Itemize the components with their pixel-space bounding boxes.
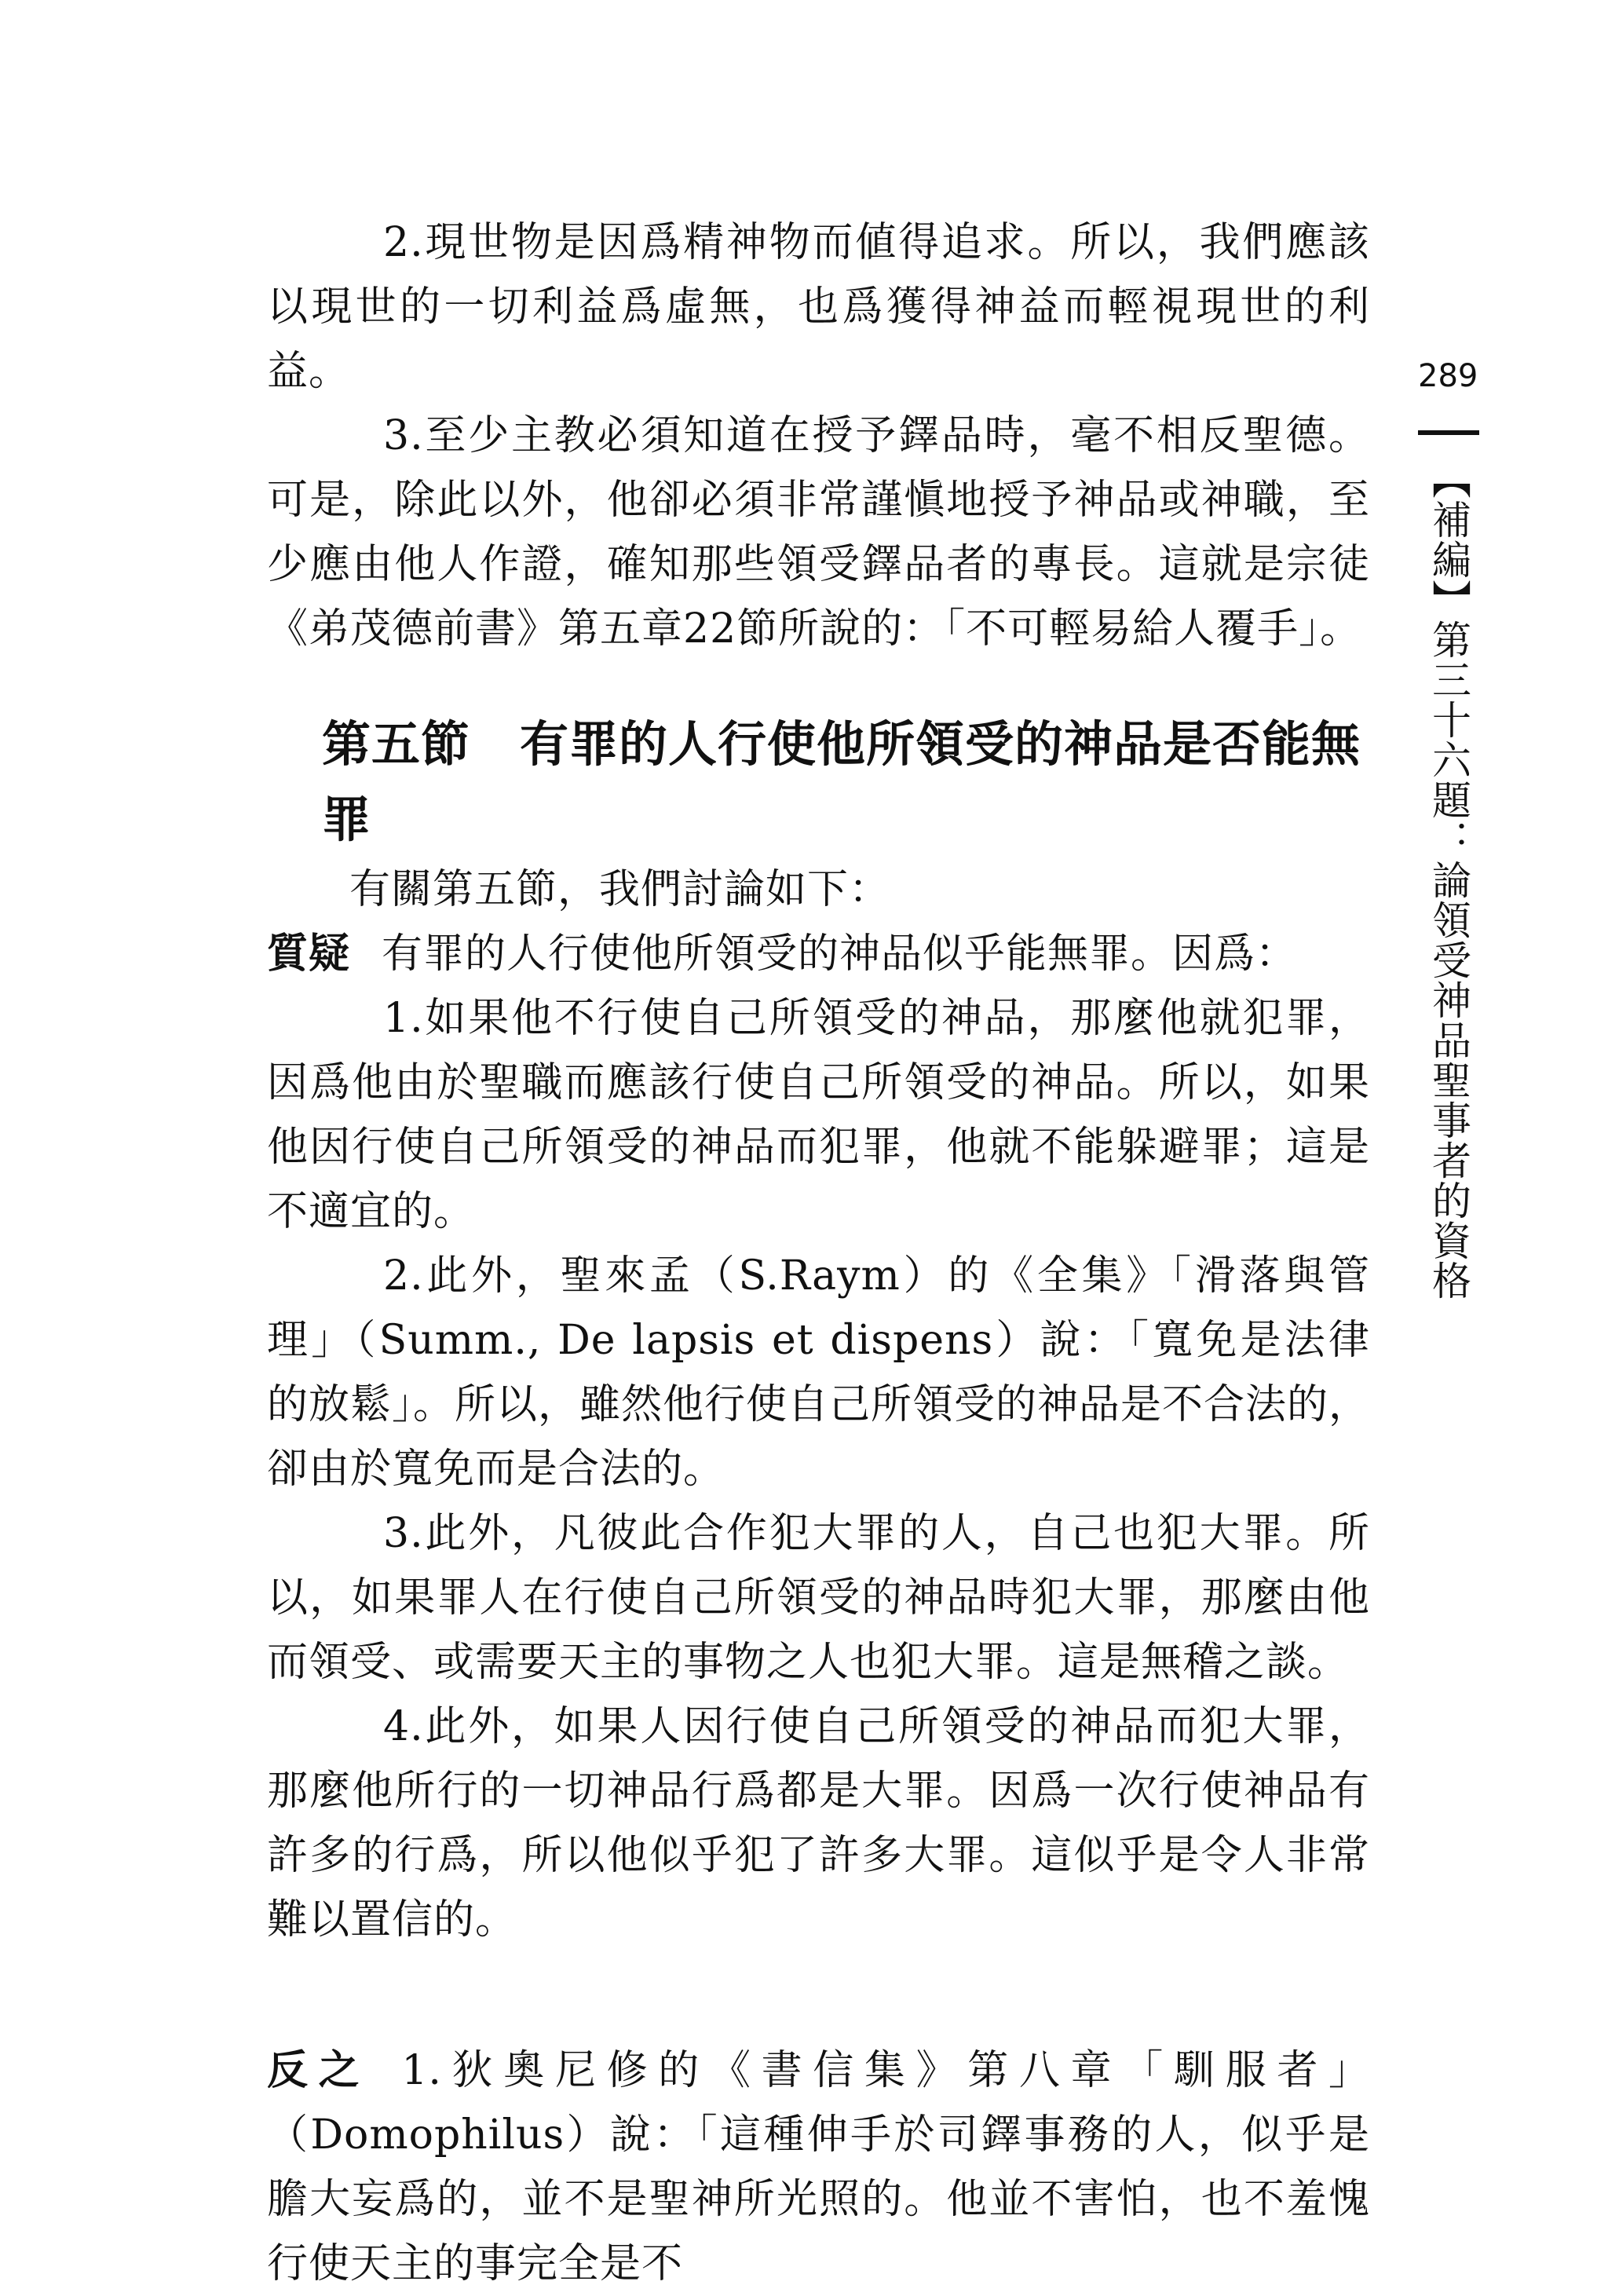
- paragraph-gap: [267, 1952, 1370, 2038]
- objection-text: 有罪的人行使他所領受的神品似乎能無罪。因爲：: [382, 930, 1298, 978]
- objection-point-1: 1.如果他不行使自己所領受的神品，那麼他就犯罪，因爲他由於聖職而應該行使自己所領受的神品。所以，如果他因行使自己所領受的神品而犯罪，他就不能躲避罪；這是不適宜的。: [267, 995, 1370, 1235]
- page-number: 289: [1418, 358, 1478, 394]
- objection-point-4: 4.此外，如果人因行使自己所領受的神品而犯大罪，那麼他所行的一切神品行爲都是大罪。因爲一次行使神品有許多的行爲，所以他似乎犯了許多大罪。這似乎是令人非常難以置信的。: [267, 1703, 1370, 1943]
- section-heading: 第五節 有罪的人行使他所領受的神品是否能無罪: [322, 715, 1361, 848]
- section-intro: 有關第五節，我們討論如下：: [349, 866, 891, 913]
- objection-point-2: 2.此外，聖來孟（S.Raym）的《全集》「滑落與管理」（Summ., De lapsis et dispens）說：「寬免是法律的放鬆」。所以，雖然他行使自己所領受的神品是不合法的，卻由於寬免而是合法的。: [267, 1252, 1371, 1493]
- objection-paragraph: [267, 922, 1370, 986]
- contra-text: 1.狄奧尼修的《書信集》第八章「馴服者」（Domophilus）說：「這種伸手於司鐸事務的人，似乎是膽大妄爲的，並不是聖神所光照的。他並不害怕，也不羞愧行使天主的事完全是不: [267, 2047, 1370, 2287]
- paragraph-point-3: 3.至少主教必須知道在授予鐸品時，毫不相反聖德。可是，除此以外，他卻必須非常謹愼地授予神品或神職，至少應由他人作證，確知那些領受鐸品者的專長。這就是宗徒《弟茂德前書》第五章22節所說的：「不可輕易給人覆手」。: [267, 412, 1370, 653]
- objection-label: 質疑: [267, 930, 351, 978]
- objection-point-3: 3.此外，凡彼此合作犯大罪的人，自己也犯大罪。所以，如果罪人在行使自己所領受的神品時犯大罪，那麼由他而領受、或需要天主的事物之人也犯大罪。這是無稽之談。: [267, 1510, 1370, 1686]
- running-head: 【補編】第三十六題：論領受神品聖事者的資格: [1426, 459, 1471, 1300]
- paragraph-point-2: 2.現世物是因爲精神物而値得追求。所以，我們應該以現世的一切利益爲虛無，也爲獲得神益而輕視現世的利益。: [267, 219, 1370, 395]
- body-text: [267, 210, 1370, 2296]
- margin-rule: [1418, 430, 1479, 435]
- contra-paragraph: [267, 2038, 1370, 2296]
- contra-label: 反之: [267, 2046, 371, 2094]
